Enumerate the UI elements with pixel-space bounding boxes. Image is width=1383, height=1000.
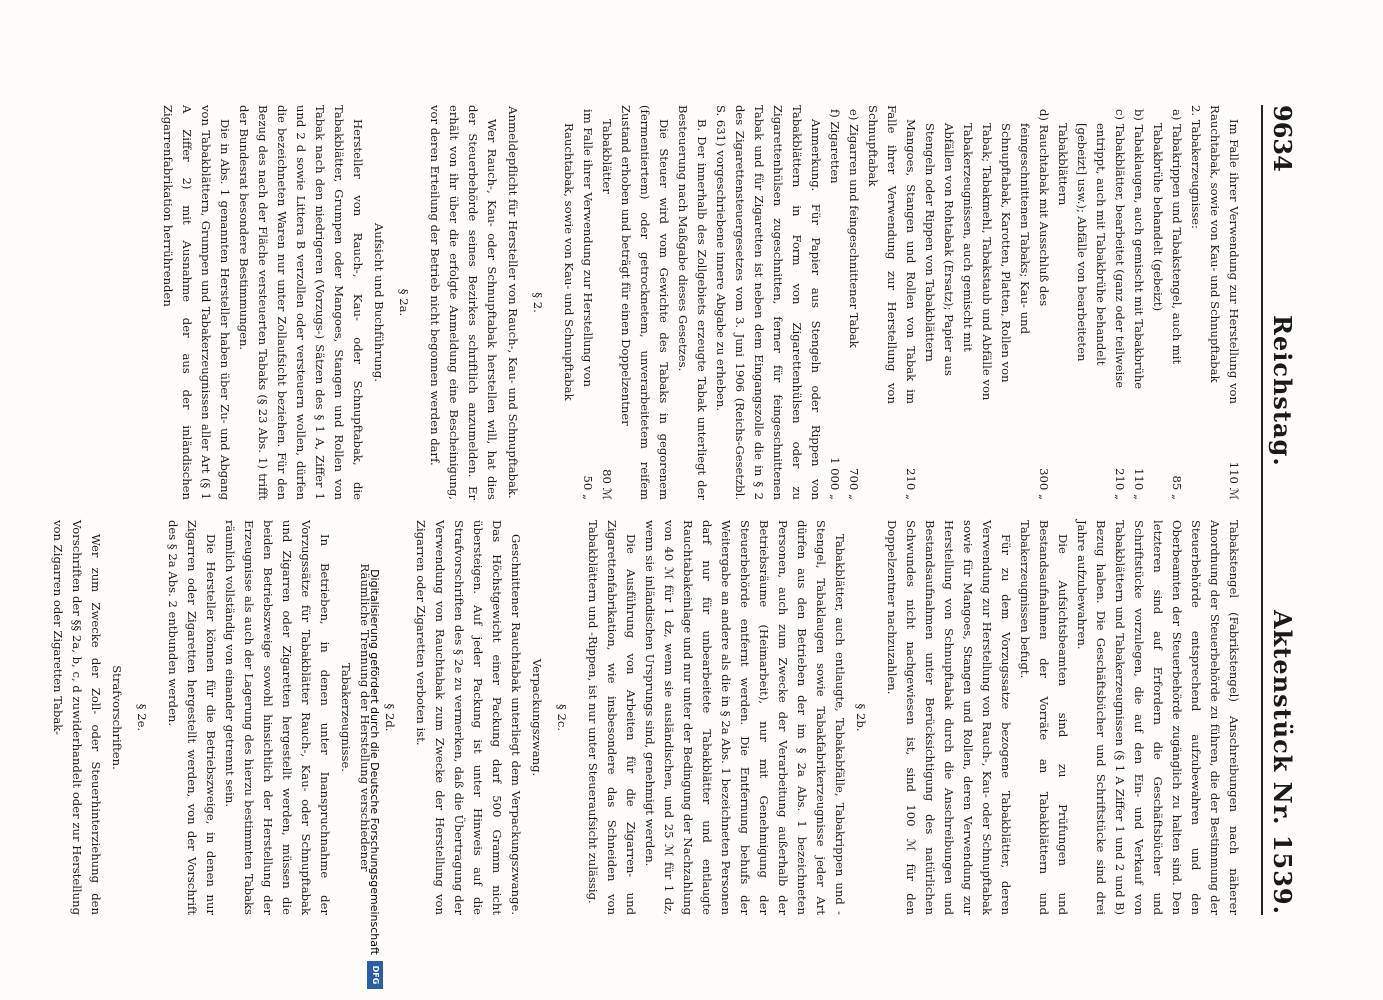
- footer-credit: Digitalisierung gefördert durch die Deutsche Forschungsgemeinschaft: [368, 569, 381, 955]
- tariff-row: [920, 105, 1053, 500]
- paragraph: Hersteller von Rauch-, Kau- oder Schnupftabak, die Tabakblätter, Grumpen oder Mangoes, Stangen und Rollen von Tabak nach den niedrigeren (Vorzugs-) Sätzen des § 1 A, Ziffer 1 und 2 d sowie Littera B verzollen oder versteuern wollen, dürfen die bezeichneten Waren nur unter Zollaufsicht beziehen. Für den Bezug des nach der Fläche versteuerten Tabaks (§ 23 Abs. 1) trifft der Bundesrat besondere Bestimmungen.: [237, 105, 365, 500]
- section-title: Verpackungszwang.: [530, 658, 544, 777]
- tariff-value: 700 „: [847, 468, 861, 500]
- tariff-value: 1 000 „: [828, 457, 842, 500]
- paragraph: Die in Abs. 1 genannten Hersteller haben über Zu- und Abgang von Tabakblättern, Grumpen und Tabakerzeugnissen aller Art (§ 1 A Ziffer 2) mit Ausnahme der aus der inländischen Zigarrenfabrikation herrührenden: [161, 105, 232, 500]
- paragraph: Für zu dem Vorzugssatze bezogene Tabakblätter, deren Verwendung zur Herstellung von Rauch-, Kau- oder Schnupftabak sowie für Mangoes, Stangen und Rollen, deren Verwendung zur Herstellung von Schnupftabak durch die Anschreibungen und Bestandsaufnahmen unter Berücksichtigung des natürlichen Schwundes nicht nachgewiesen ist, sind 100 ℳ für den Doppelzentner nachzuzahlen.: [885, 520, 1013, 915]
- tariff-value: 110 „: [1132, 468, 1146, 500]
- section-number: § 2.: [531, 292, 545, 313]
- tariff-value: 210 „: [1113, 468, 1127, 500]
- section-number: § 2e.: [135, 703, 149, 732]
- tariff-row: [1148, 105, 1186, 500]
- paragraph: Die Ausführung von Arbeiten für die Zigarren- und Zigarettenfabrikation, wie insbesondere das Schneiden von Tabakblättern und -Rippen, ist nur unter Steueraufsicht zulässig.: [586, 520, 638, 915]
- tariff-row: [559, 105, 597, 500]
- list-item: d) Rauchtabak mit Ausschluß des feingeschnittenen Tabaks; Kau- und Schnupftabak, Karotten, Platten, Rollen von Tabak; Tabakmehl, Tabakstaub und Abfälle von Tabakerzeugnissen, auch gemischt mit Abfällen von Rohtabak (Ersatz); Papier aus Stengeln oder Rippen von Tabakblättern: [923, 109, 1051, 401]
- section-title: Strafvorschriften.: [110, 665, 124, 770]
- left-column: [158, 105, 1243, 500]
- dfg-logo: DFG: [367, 961, 383, 989]
- list-heading: 2. Tabakerzeugnisse:: [1189, 105, 1203, 229]
- list-item: a) Tabakrippen und Tabakstengel, auch mit Tabakbrühe behandelt (gebeizt): [1151, 109, 1184, 365]
- list-item: Tabakblätter: [600, 119, 614, 194]
- paragraph: Die Steuer wird vom Gewichte des Tabaks in gegorenem (fermentiertem) oder getrocknetem, unverarbeitetem reifem Zustand erhoben und beträgt für einen Doppelzentner: [619, 105, 671, 500]
- tariff-value: 80 ℳ: [600, 469, 614, 500]
- tariff-row: [863, 105, 920, 500]
- tariff-row: [1053, 105, 1129, 500]
- tariff-value: 110 ℳ: [1227, 461, 1241, 500]
- paragraph: In Betrieben, in denen unter Inanspruchnahme der Vorzugssätze für Tabakblätter Rauch-, Kau- oder Schnupftabak und Zigarren oder Zigaretten hergestellt werden, müssen die beiden Betriebszweige sowohl hinsichtlich der Herstellung der Erzeugnisse als auch der Lagerung des hierzu bestimmten Tabaks räumlich vollständig von einander getrennt sein.: [223, 520, 332, 915]
- right-column: [48, 520, 1243, 915]
- paragraph: B. Der innerhalb des Zollgebiets erzeugte Tabak unterliegt der Besteuerung nach Maßgabe dieses Gesetzes.: [676, 105, 709, 500]
- list-item: f) Zigaretten: [828, 109, 842, 184]
- paragraph: Wer Rauch-, Kau- oder Schnupftabak herstellen will, hat dies der Steuerbehörde seines Bezirkes schriftlich anzumelden. Er erhält von ihr über die erfolgte Anmeldung eine Bescheinigung, vor deren Erteilung der Betrieb nicht begonnen werden darf.: [428, 105, 499, 500]
- list-item: e) Zigarren und feingeschnittener Tabak: [847, 109, 861, 348]
- paragraph: Wer zum Zwecke der Zoll- oder Steuerhinterziehung den Vorschriften der §§ 2a, b, c, d zuwiderhandelt oder zur Herstellung von Zigarren oder Zigaretten Tabak-: [51, 520, 103, 915]
- document-number: Aktenstück Nr. 1539.: [1268, 610, 1297, 915]
- tariff-row: [597, 105, 616, 500]
- tariff-value: 85 „: [1170, 475, 1184, 500]
- tariff-row: [1205, 105, 1243, 500]
- tariff-row: [1129, 105, 1148, 500]
- paragraph: Geschnittener Rauchtabak unterliegt dem Verpackungszwange. Das Höchstgewicht einer Packung darf 500 Gramm nicht übersteigen. Auf jeder Packung ist unter Hinweis auf die Strafvorschriften des § 2e zu vermerken, daß die Übertragung der Verwendung von Rauchtabak zum Zwecke der Herstellung von Zigarren oder Zigaretten verboten ist.: [414, 520, 523, 915]
- tariff-value: 50 „: [581, 475, 595, 500]
- section-title: Aufsicht und Buchführung.: [372, 223, 386, 382]
- list-item: c) Tabakblätter, bearbeitet (ganz oder teilweise entrippt, auch mit Tabakbrühe behandelt [gebeizt] usw.); Abfälle von bearbeiteten Tabakblättern: [1056, 109, 1127, 389]
- footer: [363, 5, 383, 995]
- section-number: § 2d.: [383, 703, 397, 732]
- section-title: Anmeldepflicht für Hersteller von Rauch-, Kau- und Schnupftabak.: [506, 106, 520, 499]
- tariff-row: [844, 105, 863, 500]
- tariff-value: 210 „: [904, 468, 918, 500]
- paragraph: Die Hersteller können für die Betriebszweige, in denen nur Zigarren oder Zigaretten hergestellt werden, von der Vorschrift des § 2a Abs. 2 entbunden werden.: [166, 520, 218, 915]
- section-number: § 2b.: [854, 703, 868, 732]
- tariff-row: [825, 105, 844, 500]
- list-item: Mangoes, Stangen und Rollen von Tabak im Falle ihrer Verwendung zur Herstellung von Schnupftabak: [866, 105, 918, 404]
- paragraph: Tabakblätter, auch entlaugte, Tabakabfälle, Tabakrippen und -Stengel, Tabaklaugen sowie Tabakfabrikerzeugnisse jeder Art dürfen aus den Betrieben der im § 2a Abs. 1 bezeichneten Personen, auch zum Zwecke der Verarbeitung außerhalb der Betriebsräume (Heimarbeit), nur mit Genehmigung der Steuerbehörde entfernt werden. Die Entfernung behufs der Weitergabe an andere als die in § 2a Abs. 1 bezeichneten Personen darf nur für unbearbeitete Tabakblätter und entlaugte Rauchtabakeinlage und nur unter der Bedingung der Nachzahlung von 40 ℳ für 1 dz, wenn sie ausländischen, und 25 ℳ für 1 dz, wenn sie inländischen Ursprungs sind, genehmigt werden.: [643, 520, 847, 915]
- header-title: Reichstag.: [1268, 315, 1297, 467]
- page-header: [1261, 105, 1303, 915]
- paragraph: Tabakstengel (Fabrikstengel) Anschreibungen nach näherer Anordnung der Steuerbehörde zu führen, die der Bestimmung der Steuerbehörde entsprechend aufzubewahren und den Oberbeamten der Steuerbehörde zugänglich zu halten sind. Den letzteren sind auf Erfordern die Geschäftsbücher und Schriftstücke vorzulegen, die auf den Ein- und Verkauf von Tabakblättern und Tabakerzeugnissen (§ 1 A Ziffer 1 und 2 und B) Bezug haben. Die Geschäftsbücher und Schriftstücke sind drei Jahre aufzubewahren.: [1075, 520, 1241, 915]
- page-number: 9634: [1268, 105, 1297, 172]
- section-number: § 2a.: [397, 288, 411, 317]
- section-number: § 2c.: [555, 703, 569, 732]
- paragraph: Im Falle ihrer Verwendung zur Herstellung von Rauchtabak, sowie von Kau- und Schnupftabak: [1208, 105, 1241, 404]
- paragraph: Die Aufsichtsbeamten sind zu Prüfungen und Bestandsaufnahmen der Vorräte an Tabakblättern und Tabakerzeugnissen befugt.: [1018, 520, 1070, 915]
- annotation-paragraph: Anmerkung. Für Papier aus Stengeln oder Rippen von Tabakblättern in Form von Zigarettenhülsen oder zu Zigarettenhülsen zugeschnitten, ferner für feingeschnittenen Tabak und für Zigaretten ist neben dem Eingangszolle die in § 2 des Zigarettensteuergesetzes vom 3. Juni 1906 (Reichs-Gesetzbl. S. 631) vorgeschriebene innere Abgabe zu erheben.: [714, 105, 823, 500]
- list-item: im Falle ihrer Verwendung zur Herstellung von Rauchtabak, sowie von Kau- und Schnupftabak: [562, 109, 595, 401]
- list-item: b) Tabaklaugen, auch gemischt mit Tabakbrühe: [1132, 109, 1146, 390]
- section-title: Räumliche Trennung der Herstellung verschiedener Tabakerzeugnisse.: [339, 563, 372, 872]
- tariff-value: 300 „: [1037, 468, 1051, 500]
